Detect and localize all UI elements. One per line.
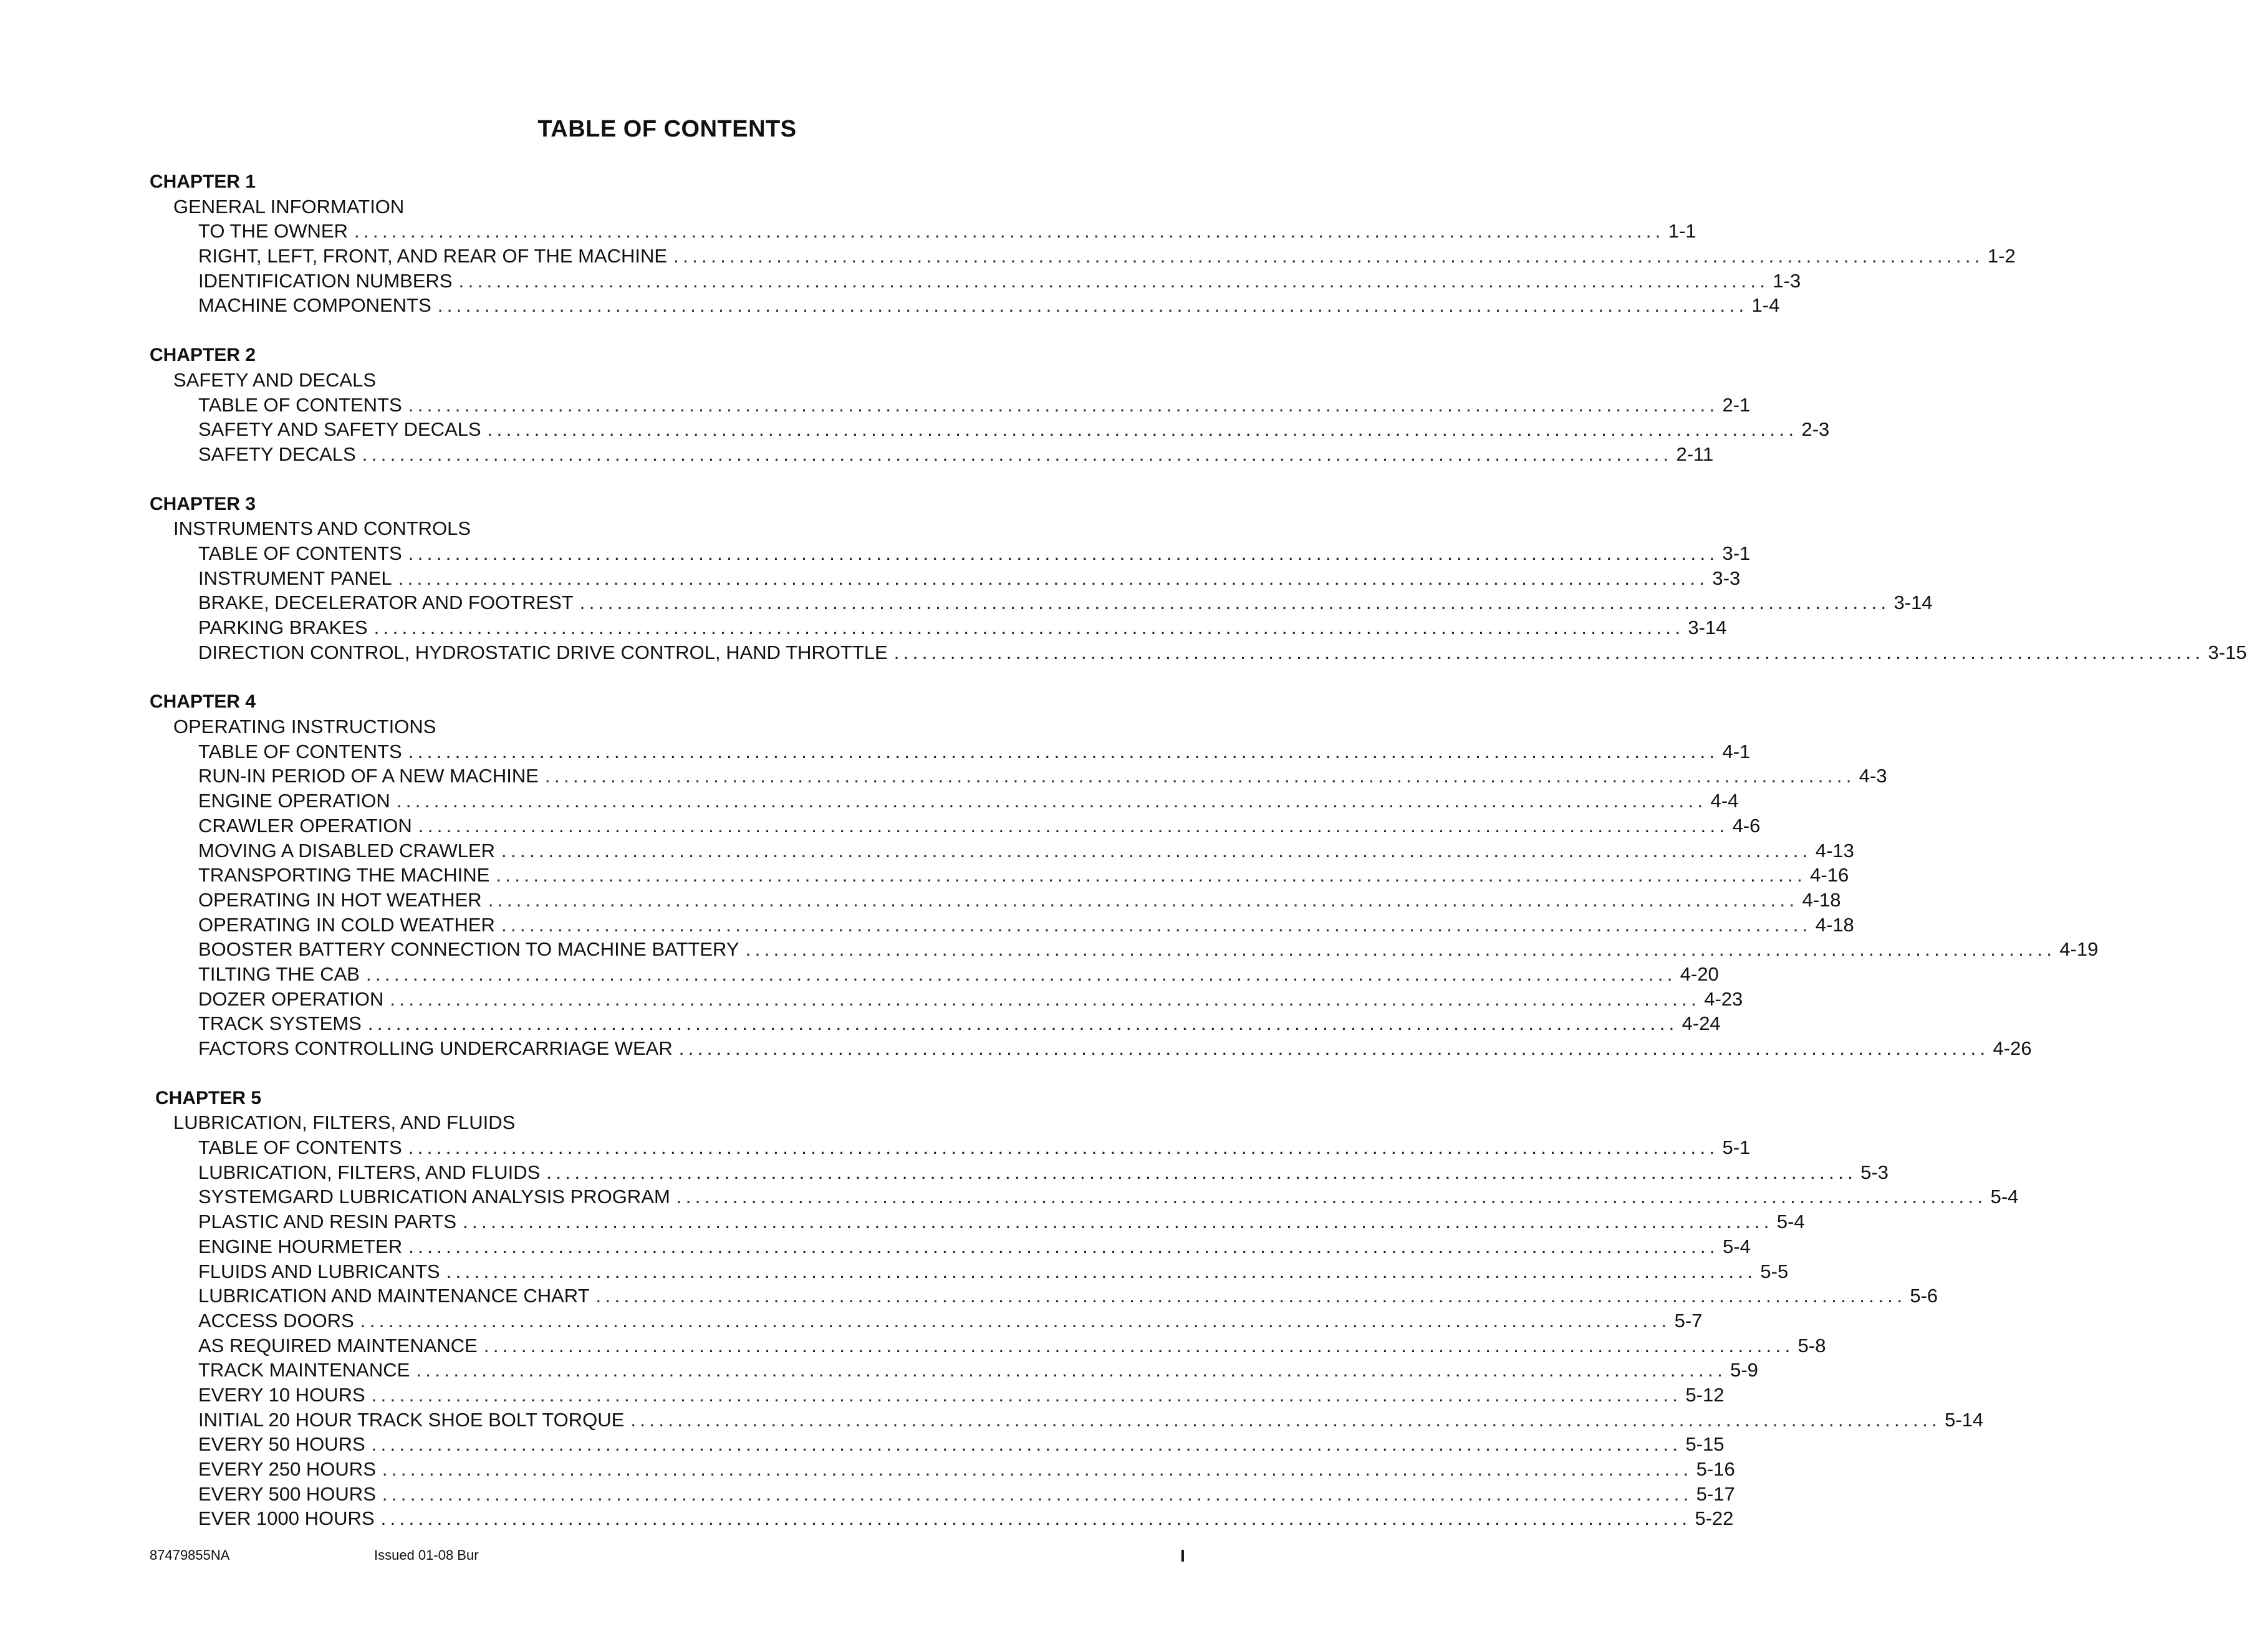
toc-entry-page: 4-6 — [1732, 814, 1761, 837]
chapter-1 — [150, 170, 2016, 318]
toc-entry-label: IDENTIFICATION NUMBERS — [198, 269, 453, 292]
toc-entry-label: TRACK MAINTENANCE — [198, 1359, 410, 1381]
toc-entry-label: DIRECTION CONTROL, HYDROSTATIC DRIVE CONTROL, HAND THROTTLE — [198, 641, 888, 663]
toc-entry-page: 2-1 — [1722, 393, 1751, 416]
toc-entry[interactable] — [150, 293, 1780, 318]
dot-leader: ............................................................................................................................................ — [893, 641, 2205, 663]
page-number: I — [1180, 1546, 1185, 1565]
toc-entry[interactable] — [150, 417, 1830, 442]
dot-leader: ............................................................................................................................................ — [398, 567, 1709, 589]
toc-entry-page: 3-3 — [1712, 567, 1741, 589]
toc-entry-page: 5-7 — [1674, 1309, 1703, 1332]
toc-entry-page: 5-3 — [1860, 1161, 1889, 1183]
toc-entry-page: 2-3 — [1801, 418, 1830, 441]
toc-entry-label: TO THE OWNER — [198, 220, 348, 243]
toc-entry-page: 5-1 — [1722, 1136, 1751, 1159]
toc-entry-page: 1-1 — [1668, 220, 1696, 243]
toc-entry-label: ENGINE OPERATION — [198, 790, 390, 812]
dot-leader: ............................................................................................................................................ — [408, 1235, 1720, 1257]
toc-entry[interactable] — [150, 1234, 1751, 1259]
page-title: TABLE OF CONTENTS — [537, 116, 797, 142]
toc-entry-label: TILTING THE CAB — [198, 963, 360, 985]
dot-leader: ............................................................................................................................................ — [408, 740, 1719, 762]
chapter-section-title: GENERAL INFORMATION — [173, 195, 405, 218]
dot-leader: ............................................................................................................................................ — [371, 1433, 1682, 1456]
toc-entry[interactable] — [150, 913, 1854, 938]
toc-entry-page: 4-13 — [1815, 839, 1854, 862]
dot-leader: ............................................................................................................................................ — [501, 913, 1812, 936]
dot-leader: ............................................................................................................................................ — [360, 1309, 1671, 1332]
chapter-section-title: OPERATING INSTRUCTIONS — [173, 716, 436, 738]
toc-entry-label: SYSTEMGARD LUBRICATION ANALYSIS PROGRAM — [198, 1186, 670, 1208]
toc-entry[interactable] — [150, 987, 1743, 1012]
toc-entry[interactable] — [150, 1259, 1789, 1284]
toc-entry[interactable] — [150, 1284, 1938, 1309]
toc-entry-label: TABLE OF CONTENTS — [198, 1136, 402, 1159]
toc-entry[interactable] — [150, 838, 1854, 863]
chapter-heading: CHAPTER 4 — [150, 691, 256, 713]
toc-entry-page: 4-18 — [1815, 913, 1854, 936]
dot-leader: ............................................................................................................................................ — [487, 418, 1798, 441]
toc-entry-page: 5-9 — [1730, 1359, 1758, 1381]
dot-leader: ............................................................................................................................................ — [630, 1408, 1941, 1431]
dot-leader: ............................................................................................................................................ — [579, 592, 1890, 614]
toc-entry[interactable] — [150, 1506, 1734, 1531]
toc-entry-label: PARKING BRAKES — [198, 617, 368, 638]
toc-entry-label: EVERY 250 HOURS — [198, 1458, 376, 1480]
dot-leader: ............................................................................................................................................ — [373, 617, 1685, 638]
toc-entry[interactable] — [150, 888, 1841, 913]
toc-entry-page: 4-20 — [1680, 963, 1719, 985]
dot-leader: ............................................................................................................................................ — [382, 1482, 1693, 1505]
dot-leader: ............................................................................................................................................ — [380, 1507, 1691, 1530]
toc-entry-label: TABLE OF CONTENTS — [198, 740, 402, 762]
toc-entry-label: SAFETY AND SAFETY DECALS — [198, 418, 481, 441]
toc-entry-page: 3-14 — [1893, 592, 1933, 614]
toc-entry[interactable] — [150, 1309, 1703, 1333]
toc-entry-label: TRACK SYSTEMS — [198, 1012, 362, 1035]
dot-leader: ............................................................................................................................................ — [673, 245, 1984, 267]
toc-entry-page: 5-4 — [1776, 1211, 1805, 1233]
toc-entry-page: 4-19 — [2059, 938, 2099, 961]
toc-entry-label: MOVING A DISABLED CRAWLER — [198, 839, 496, 862]
toc-entry-label: EVERY 50 HOURS — [198, 1433, 365, 1456]
toc-entry[interactable] — [150, 814, 1761, 838]
toc-entry-page: 5-4 — [1723, 1235, 1751, 1257]
toc-entry[interactable] — [150, 1184, 2019, 1209]
dot-leader: ............................................................................................................................................ — [365, 963, 1677, 985]
chapter-3 — [150, 492, 2247, 665]
toc-entry-page: 1-4 — [1751, 294, 1780, 317]
dot-leader: ............................................................................................................................................ — [354, 220, 1665, 243]
toc-entry-page: 1-3 — [1773, 269, 1801, 292]
toc-entry-label: SAFETY DECALS — [198, 443, 356, 465]
toc-entry[interactable] — [150, 1482, 1735, 1507]
toc-entry-page: 4-18 — [1802, 888, 1841, 911]
toc-entry-label: EVER 1000 HOURS — [198, 1507, 375, 1530]
dot-leader: ............................................................................................................................................ — [678, 1037, 1990, 1059]
toc-entry-label: FACTORS CONTROLLING UNDERCARRIAGE WEAR — [198, 1037, 673, 1059]
dot-leader: ............................................................................................................................................ — [501, 839, 1812, 862]
dot-leader: ............................................................................................................................................ — [488, 888, 1799, 911]
toc-entry-label: EVERY 500 HOURS — [198, 1482, 376, 1505]
chapter-heading: CHAPTER 5 — [155, 1087, 262, 1108]
dot-leader: ............................................................................................................................................ — [408, 393, 1719, 416]
toc-entry[interactable] — [150, 541, 1751, 566]
toc-entry[interactable] — [150, 1209, 1805, 1234]
toc-entry-page: 5-16 — [1696, 1458, 1735, 1480]
toc-entry[interactable] — [150, 764, 1887, 789]
page-footer — [0, 1547, 1277, 1572]
issue-date: Issued 01-08 Bur — [374, 1547, 479, 1563]
toc-entry-page: 4-24 — [1682, 1012, 1721, 1035]
document-number: 87479855NA — [150, 1547, 230, 1563]
toc-entry[interactable] — [150, 1135, 1751, 1160]
toc-entry-page: 4-3 — [1859, 765, 1887, 787]
toc-entry-label: ENGINE HOURMETER — [198, 1235, 403, 1257]
toc-entry-page: 5-6 — [1910, 1285, 1938, 1307]
toc-entry[interactable] — [150, 219, 1696, 244]
chapter-heading: CHAPTER 2 — [150, 345, 256, 366]
chapter-section-title: INSTRUMENTS AND CONTROLS — [173, 517, 471, 540]
toc-entry-page: 1-2 — [1987, 245, 2016, 267]
toc-entry-label: TABLE OF CONTENTS — [198, 542, 402, 564]
toc-entry-page: 5-22 — [1695, 1507, 1734, 1530]
toc-entry-label: CRAWLER OPERATION — [198, 814, 412, 837]
toc-entry[interactable] — [150, 937, 2099, 962]
dot-leader: ............................................................................................................................................ — [595, 1285, 1907, 1307]
toc-entry-page: 5-17 — [1696, 1482, 1735, 1505]
dot-leader: ............................................................................................................................................ — [390, 987, 1701, 1010]
toc-entry-label: OPERATING IN HOT WEATHER — [198, 888, 482, 911]
dot-leader: ............................................................................................................................................ — [544, 765, 1855, 787]
dot-leader: ............................................................................................................................................ — [408, 542, 1719, 564]
dot-leader: ............................................................................................................................................ — [382, 1458, 1693, 1480]
toc-entry[interactable] — [150, 269, 1801, 294]
chapter-5 — [150, 1086, 2019, 1531]
toc-entry[interactable] — [150, 244, 2016, 269]
toc-entry-page: 5-4 — [1990, 1186, 2019, 1208]
toc-entry-page: 5-8 — [1797, 1334, 1826, 1357]
toc-entry[interactable] — [150, 1036, 2032, 1061]
chapter-4 — [150, 689, 2099, 1060]
toc-entry[interactable] — [150, 615, 1727, 640]
chapter-heading: CHAPTER 3 — [150, 493, 256, 514]
toc-entry-label: LUBRICATION, FILTERS, AND FLUIDS — [198, 1161, 541, 1183]
dot-leader: ............................................................................................................................................ — [546, 1161, 1857, 1183]
toc-entry-label: DOZER OPERATION — [198, 987, 384, 1010]
toc-entry[interactable] — [150, 1408, 1984, 1433]
toc-entry-label: AS REQUIRED MAINTENANCE — [198, 1334, 478, 1357]
toc-entry[interactable] — [150, 393, 1751, 418]
toc-entry[interactable] — [150, 1358, 1758, 1383]
dot-leader: ............................................................................................................................................ — [676, 1186, 1987, 1208]
dot-leader: ............................................................................................................................................ — [446, 1260, 1757, 1282]
toc-entry-page: 3-14 — [1688, 617, 1727, 638]
toc-entry[interactable] — [150, 789, 1739, 814]
toc-entry-page: 2-11 — [1676, 443, 1714, 465]
toc-entry-label: INITIAL 20 HOUR TRACK SHOE BOLT TORQUE — [198, 1408, 625, 1431]
dot-leader: ............................................................................................................................................ — [745, 938, 2056, 961]
toc-entry-page: 3-15 — [2208, 641, 2247, 663]
dot-leader: ............................................................................................................................................ — [371, 1383, 1682, 1406]
toc-entry-label: LUBRICATION AND MAINTENANCE CHART — [198, 1285, 590, 1307]
toc-entry-page: 4-4 — [1710, 790, 1739, 812]
toc-entry-label: TABLE OF CONTENTS — [198, 393, 402, 416]
chapter-section-title: LUBRICATION, FILTERS, AND FLUIDS — [173, 1112, 516, 1134]
toc-entry[interactable] — [150, 1457, 1735, 1482]
toc-entry[interactable] — [150, 1011, 1721, 1036]
toc-entry[interactable] — [150, 566, 1741, 591]
toc-entry-page: 4-16 — [1810, 864, 1849, 886]
dot-leader: ............................................................................................................................................ — [416, 1359, 1727, 1381]
toc-entry[interactable] — [150, 590, 1933, 615]
dot-leader: ............................................................................................................................................ — [367, 1012, 1678, 1035]
toc-entry-label: MACHINE COMPONENTS — [198, 294, 431, 317]
toc-entry-label: OPERATING IN COLD WEATHER — [198, 913, 495, 936]
toc-entry-label: PLASTIC AND RESIN PARTS — [198, 1211, 457, 1233]
toc-entry-label: BOOSTER BATTERY CONNECTION TO MACHINE BATTERY — [198, 938, 739, 961]
toc-entry[interactable] — [150, 1160, 1889, 1185]
toc-entry[interactable] — [150, 442, 1714, 467]
dot-leader: ............................................................................................................................................ — [437, 294, 1748, 317]
toc-entry[interactable] — [150, 962, 1719, 987]
toc-entry-page: 5-15 — [1685, 1433, 1725, 1456]
toc-entry-page: 4-23 — [1704, 987, 1743, 1010]
toc-entry-page: 5-5 — [1760, 1260, 1789, 1282]
toc-entry-label: EVERY 10 HOURS — [198, 1383, 365, 1406]
dot-leader: ............................................................................................................................................ — [458, 269, 1769, 292]
toc-entry-label: RIGHT, LEFT, FRONT, AND REAR OF THE MACHINE — [198, 245, 668, 267]
toc-entry-label: BRAKE, DECELERATOR AND FOOTREST — [198, 592, 574, 614]
toc-entry-label: RUN-IN PERIOD OF A NEW MACHINE — [198, 765, 539, 787]
toc-entry[interactable] — [150, 1333, 1826, 1358]
dot-leader: ............................................................................................................................................ — [396, 790, 1707, 812]
toc-entry[interactable] — [150, 640, 2247, 665]
dot-leader: ............................................................................................................................................ — [463, 1211, 1773, 1233]
dot-leader: ............................................................................................................................................ — [418, 814, 1729, 837]
dot-leader: ............................................................................................................................................ — [362, 443, 1673, 465]
dot-leader: ............................................................................................................................................ — [483, 1334, 1794, 1357]
table-of-contents — [150, 170, 2247, 1556]
toc-entry-page: 5-12 — [1685, 1383, 1725, 1406]
dot-leader: ............................................................................................................................................ — [408, 1136, 1719, 1159]
toc-entry-page: 4-1 — [1722, 740, 1751, 762]
toc-entry[interactable] — [150, 863, 1849, 888]
chapter-heading: CHAPTER 1 — [150, 171, 256, 192]
toc-entry-label: INSTRUMENT PANEL — [198, 567, 392, 589]
dot-leader: ............................................................................................................................................ — [496, 864, 1807, 886]
toc-entry[interactable] — [150, 1432, 1725, 1457]
toc-entry-label: FLUIDS AND LUBRICANTS — [198, 1260, 440, 1282]
toc-entry-page: 4-26 — [1993, 1037, 2032, 1059]
toc-entry-label: ACCESS DOORS — [198, 1309, 354, 1332]
toc-entry-page: 3-1 — [1722, 542, 1751, 564]
toc-entry[interactable] — [150, 739, 1751, 764]
chapter-2 — [150, 343, 1830, 466]
toc-entry-label: TRANSPORTING THE MACHINE — [198, 864, 490, 886]
toc-entry-page: 5-14 — [1945, 1408, 1984, 1431]
toc-entry[interactable] — [150, 1383, 1725, 1408]
chapter-section-title: SAFETY AND DECALS — [173, 368, 377, 391]
